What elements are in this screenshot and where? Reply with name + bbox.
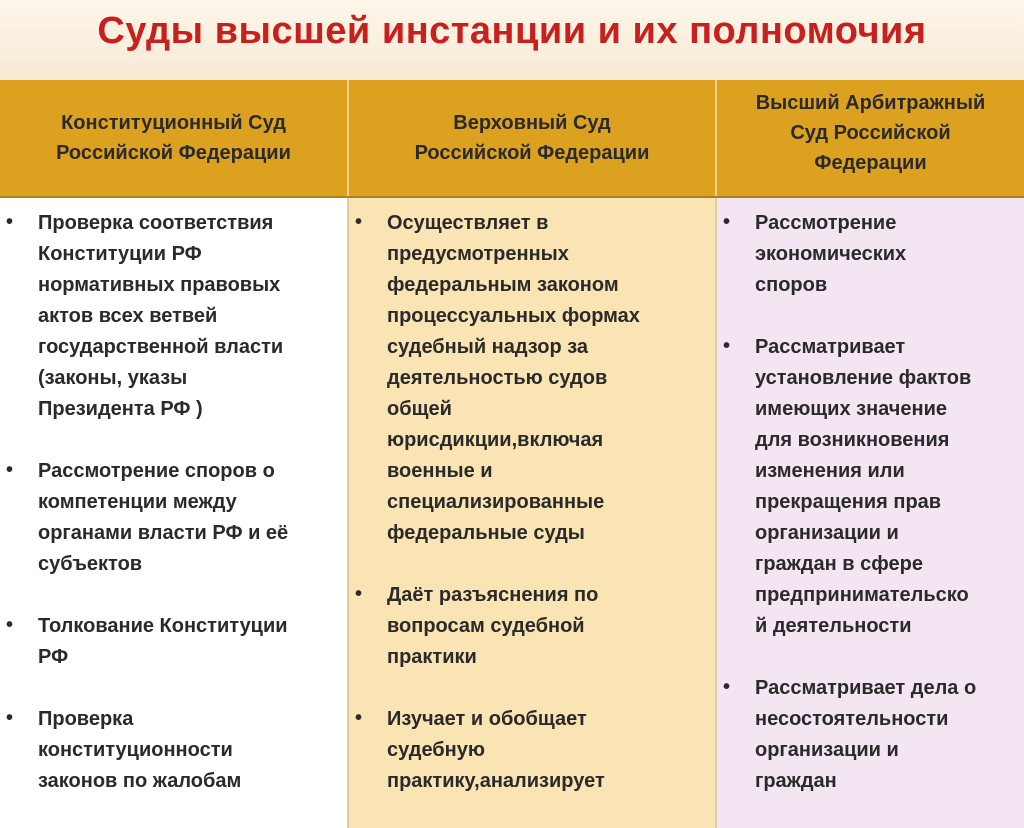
list-item: • Изучает и обобщает судебную практику,анализирует [349, 704, 705, 797]
header-supreme-court: Верховный Суд Российской Федерации [348, 80, 716, 197]
header-arbitration-court: Высший Арбитражный Суд Российской Федерации [716, 80, 1024, 197]
supreme-court-powers [348, 197, 716, 828]
bullet-icon: • [6, 459, 14, 481]
bullet-icon: • [6, 707, 14, 729]
table-body-row [0, 197, 1024, 828]
title-bar [0, 0, 1024, 80]
bullet-icon: • [355, 583, 363, 605]
courts-table [0, 80, 1024, 828]
list-item: • Рассматривает установление фактов имеющих значение для возникновения изменения или прекращения прав организации и граждан в сфере предпринимательско й деятельности [717, 332, 1014, 642]
list-item: • Проверка конституционности законов по жалобам [0, 704, 337, 797]
table-header-row [0, 80, 1024, 197]
bullet-icon: • [723, 211, 731, 233]
arbitration-court-powers [716, 197, 1024, 828]
bullet-icon: • [723, 335, 731, 357]
constitutional-court-powers [0, 197, 348, 828]
list-item: • Толкование Конституции РФ [0, 611, 337, 673]
bullet-icon: • [6, 211, 14, 233]
list-item: • Даёт разъяснения по вопросам судебной практики [349, 580, 705, 673]
header-constitutional-court: Конституционный Суд Российской Федерации [0, 80, 348, 197]
list-item: • Проверка соответствия Конституции РФ нормативных правовых актов всех ветвей государственной власти (законы, указы Президента РФ ) [0, 208, 337, 425]
list-item: • Рассмотрение экономических споров [717, 208, 1014, 301]
slide-title: Суды высшей инстанции и их полномочия [97, 10, 927, 52]
list-item: • Осуществляет в предусмотренных федеральным законом процессуальных формах судебный надзор за деятельностью судов общей юрисдикции,включая военные и специализированные федеральные суды [349, 208, 705, 549]
list-item: • Рассматривает дела о несостоятельности организации и граждан [717, 673, 1014, 797]
bullet-icon: • [6, 614, 14, 636]
bullet-icon: • [723, 676, 731, 698]
list-item: • Рассмотрение споров о компетенции между органами власти РФ и её субъектов [0, 456, 337, 580]
bullet-icon: • [355, 211, 363, 233]
bullet-icon: • [355, 707, 363, 729]
